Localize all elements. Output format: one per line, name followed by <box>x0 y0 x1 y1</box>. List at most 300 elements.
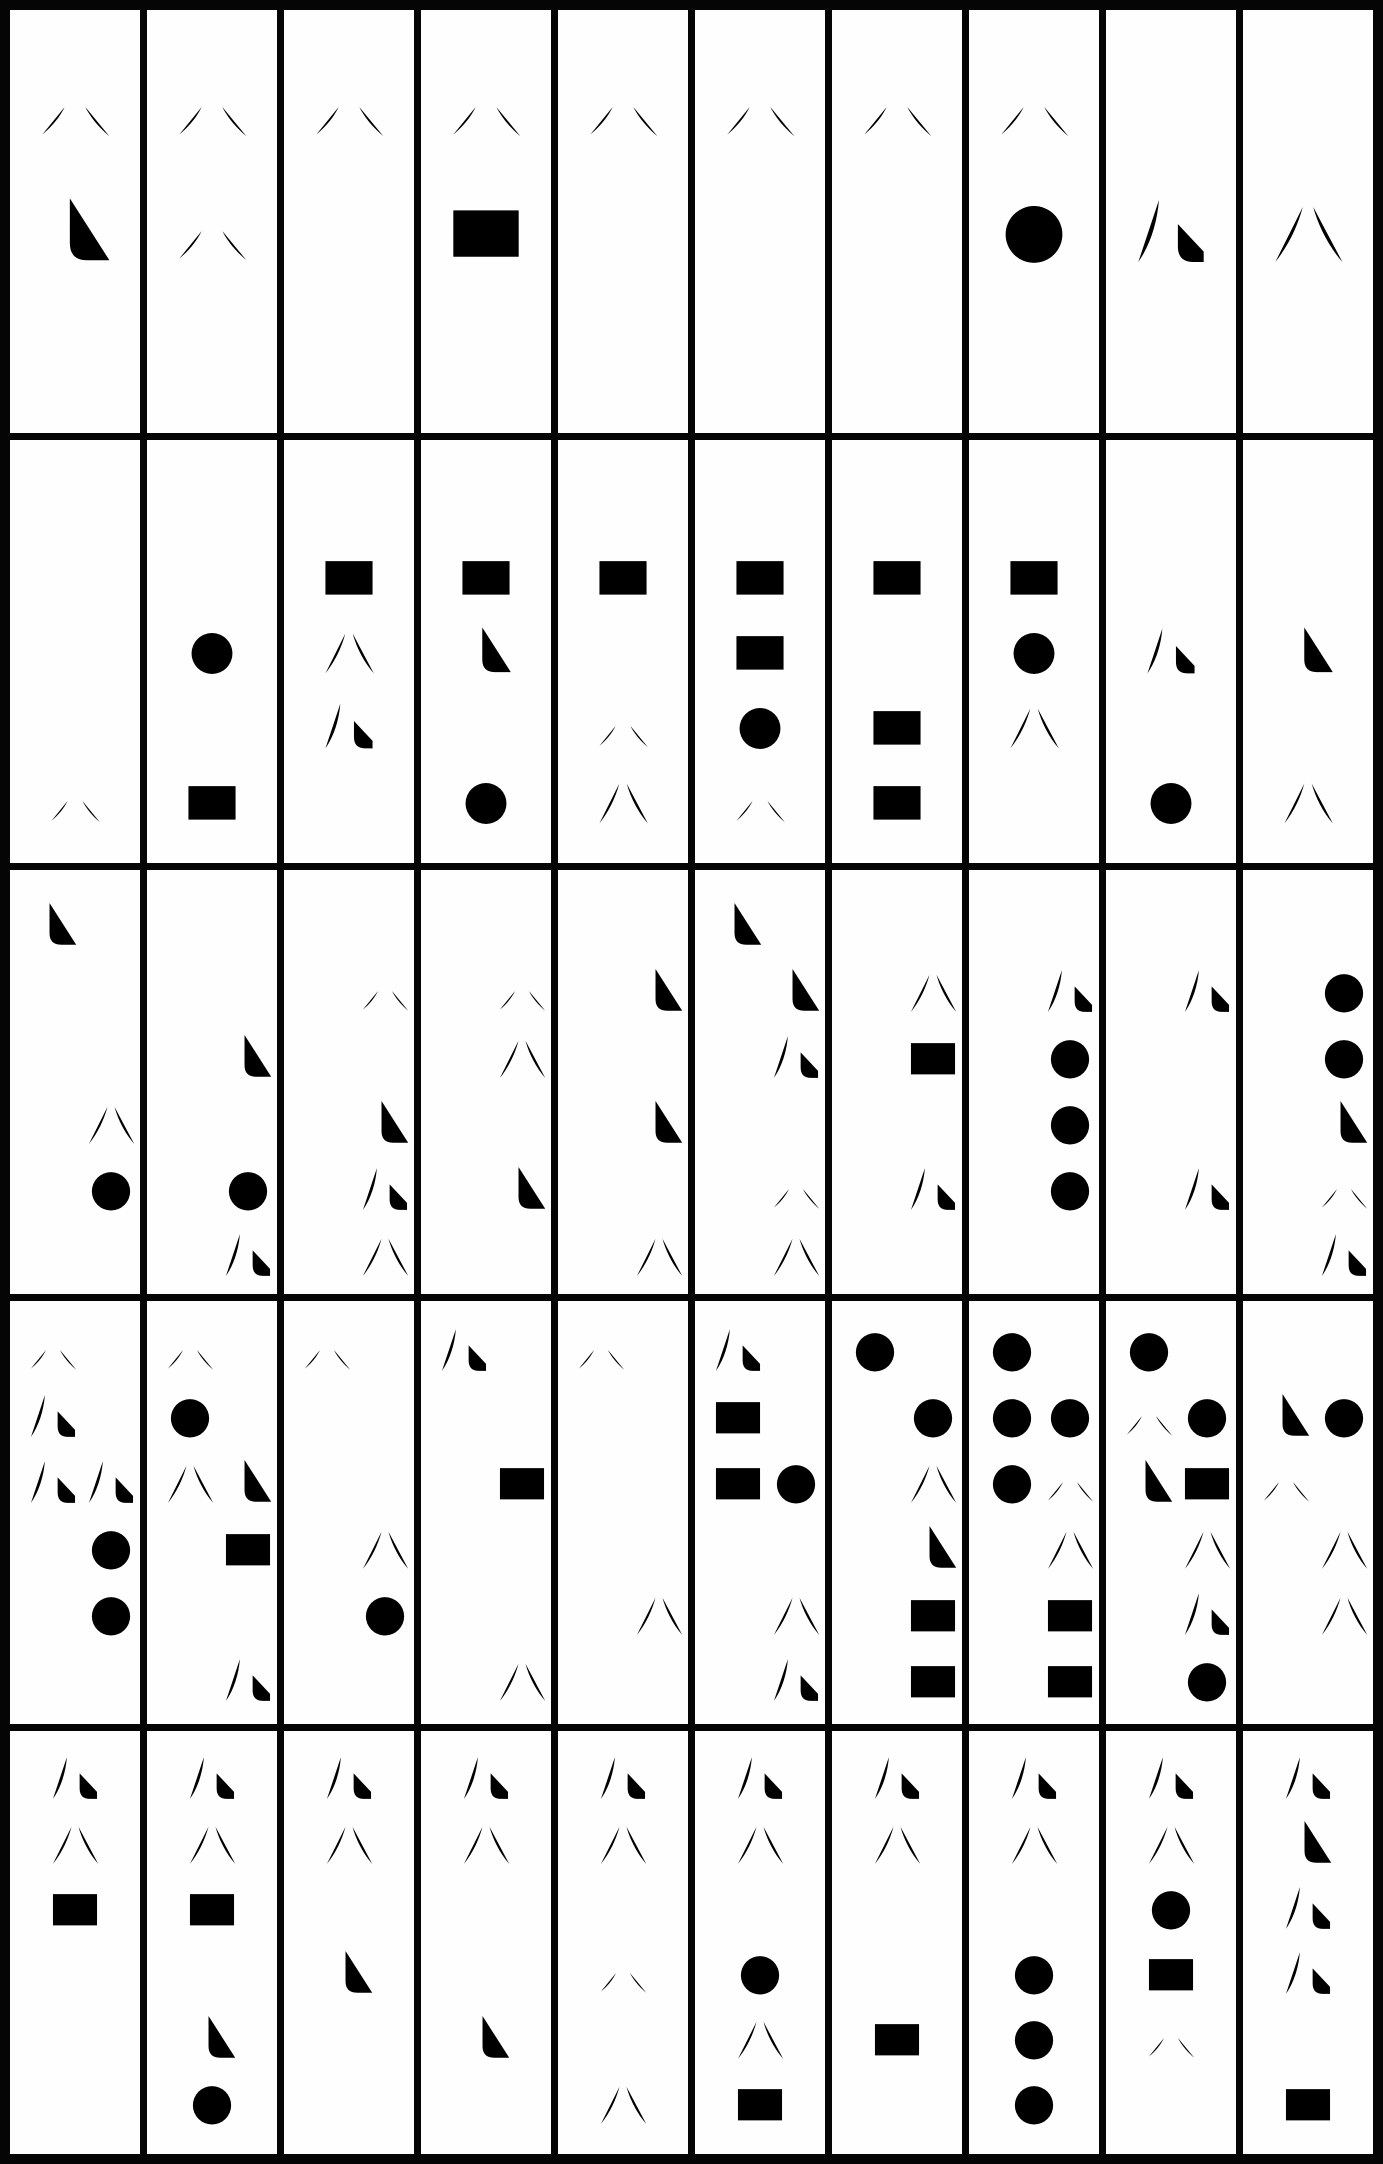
cell-main-number <box>729 440 791 832</box>
cjk-numeral-g8-icon <box>1178 1519 1236 1577</box>
table-cell <box>10 440 140 863</box>
cjk-numeral-g8-icon <box>1315 1585 1373 1643</box>
table-cell <box>695 1731 825 2154</box>
cjk-numeral-g5-icon <box>457 2074 515 2132</box>
cjk-numeral-g8-icon <box>183 1814 241 1872</box>
cjk-numeral-g9-icon <box>904 1160 962 1218</box>
cell-main-number <box>1003 440 1065 832</box>
cjk-numeral-g6-icon <box>443 64 529 150</box>
header-cell <box>1106 10 1236 433</box>
cell-main-number <box>868 1731 926 2132</box>
cjk-numeral-g6-icon <box>356 962 414 1020</box>
cell-main-number <box>219 870 277 1284</box>
cell-side-number <box>1257 870 1315 954</box>
cell-main-number <box>1279 1731 1337 2132</box>
cjk-numeral-g8-icon <box>318 620 380 682</box>
cell-main-number <box>1277 440 1339 832</box>
cjk-numeral-g8-icon <box>356 1519 414 1577</box>
cjk-numeral-g1-icon <box>44 695 106 757</box>
cell-main-number <box>594 1731 652 2132</box>
cell-main-number <box>1315 1301 1373 1709</box>
cjk-numeral-g6-icon <box>1315 1160 1373 1218</box>
cjk-numeral-g1-icon <box>868 2074 926 2132</box>
cjk-numeral-g0-icon <box>1178 1387 1236 1445</box>
cell-main-number <box>1178 870 1236 1284</box>
cell-side-number <box>24 1301 82 1511</box>
cjk-numeral-g3-icon <box>1257 1321 1315 1379</box>
cjk-numeral-g6-icon <box>1142 2009 1200 2067</box>
table-cell <box>10 1301 140 1724</box>
cjk-numeral-g6-icon <box>854 64 940 150</box>
cjk-numeral-g3-icon <box>630 1028 688 1086</box>
cjk-numeral-g7-icon <box>904 1519 962 1577</box>
cjk-numeral-g9-icon <box>709 1321 767 1379</box>
cell-main-number <box>46 1731 104 1937</box>
cjk-numeral-g0-icon <box>767 1453 825 1511</box>
cjk-numeral-g2-icon <box>219 1321 277 1379</box>
cjk-numeral-g7-icon <box>455 620 517 682</box>
cell-side-number <box>1120 870 1178 954</box>
table-cell <box>558 440 688 863</box>
cjk-numeral-g7-icon <box>457 2009 515 2067</box>
cjk-numeral-g1-icon <box>161 896 219 954</box>
table-cell <box>147 870 277 1293</box>
table-cell <box>1106 1301 1236 1724</box>
cell-side-number <box>1257 1301 1315 1511</box>
cell-main-number <box>320 1731 378 2132</box>
table-cell <box>147 1301 277 1724</box>
table-cell <box>695 440 825 863</box>
cjk-numeral-g9-icon <box>1005 1749 1063 1807</box>
cjk-numeral-g5-icon <box>868 1944 926 2002</box>
cell-main-number <box>356 870 414 1284</box>
table-cell <box>832 440 962 863</box>
cjk-numeral-g6-icon <box>169 188 255 274</box>
cell-main-number <box>580 10 666 274</box>
cjk-numeral-g0-icon <box>731 1944 789 2002</box>
cjk-numeral-g3-icon <box>983 896 1041 954</box>
cjk-numeral-g0-icon <box>1178 1651 1236 1709</box>
cjk-numeral-g4-icon <box>731 2074 789 2132</box>
cjk-numeral-g9-icon <box>219 1226 277 1284</box>
cjk-numeral-g5-icon <box>306 188 392 274</box>
cjk-numeral-g0-icon <box>983 1321 1041 1379</box>
cjk-numeral-g5-icon <box>82 1226 140 1284</box>
table-cell <box>1243 1731 1373 2154</box>
cjk-numeral-g5-icon <box>767 1519 825 1577</box>
cjk-numeral-g5-icon <box>356 1453 414 1511</box>
cjk-numeral-g5-icon <box>1128 64 1214 150</box>
cell-main-number <box>356 1301 414 1709</box>
cjk-numeral-g3-icon <box>630 1519 688 1577</box>
cjk-numeral-g0-icon <box>1142 1879 1200 1937</box>
cjk-numeral-g9-icon <box>1178 962 1236 1020</box>
table-cell <box>1243 1301 1373 1724</box>
cjk-numeral-g0-icon <box>181 620 243 682</box>
table-cell <box>969 1731 1099 2154</box>
cjk-numeral-g1-icon <box>767 1387 825 1445</box>
cjk-numeral-g7-icon <box>219 1028 277 1086</box>
cell-side-number <box>983 870 1041 954</box>
cjk-numeral-g1-icon <box>1041 1226 1099 1284</box>
cjk-numeral-g7-icon <box>1279 1814 1337 1872</box>
cjk-numeral-g9-icon <box>1142 1749 1200 1807</box>
cjk-numeral-g2-icon <box>717 188 803 274</box>
cell-main-number <box>32 10 118 274</box>
cjk-numeral-g3-icon <box>580 188 666 274</box>
cjk-numeral-g1-icon <box>356 1651 414 1709</box>
cjk-numeral-g6-icon <box>1120 1387 1178 1445</box>
cjk-numeral-g8-icon <box>630 1226 688 1284</box>
cjk-numeral-g4-icon <box>709 1453 767 1511</box>
cjk-numeral-g8-icon <box>904 1453 962 1511</box>
cjk-numeral-g5-icon <box>1265 64 1351 150</box>
cjk-numeral-g4-icon <box>729 620 791 682</box>
cjk-numeral-g9-icon <box>24 1453 82 1511</box>
cjk-numeral-g6-icon <box>161 1321 219 1379</box>
cjk-numeral-g2-icon <box>630 1453 688 1511</box>
table-cell <box>421 1301 551 1724</box>
cjk-numeral-g1-icon <box>1178 896 1236 954</box>
cell-main-number <box>1142 1731 1200 2132</box>
cjk-numeral-g2-icon <box>298 1387 356 1445</box>
cjk-numeral-g7-icon <box>320 1944 378 2002</box>
header-cell <box>969 10 1099 433</box>
cjk-numeral-g6-icon <box>298 1321 356 1379</box>
cjk-numeral-g8-icon <box>320 1814 378 1872</box>
cjk-numeral-g8-icon <box>1315 1519 1373 1577</box>
cjk-numeral-g8-icon <box>46 1814 104 1872</box>
cjk-numeral-g0-icon <box>183 2074 241 2132</box>
cjk-numeral-g3-icon <box>904 1226 962 1284</box>
cjk-numeral-g4-icon <box>183 1879 241 1937</box>
cjk-numeral-g7-icon <box>1277 620 1339 682</box>
cjk-numeral-g3-icon <box>1277 545 1339 607</box>
table-cell <box>284 870 414 1293</box>
cjk-numeral-g9-icon <box>767 1028 825 1086</box>
cjk-numeral-g0-icon <box>82 1519 140 1577</box>
cjk-numeral-g5-icon <box>318 470 380 532</box>
cjk-numeral-g4-icon <box>868 2009 926 2067</box>
table-cell <box>832 1301 962 1724</box>
cjk-numeral-g8-icon <box>731 2009 789 2067</box>
cjk-numeral-g1-icon <box>493 1387 551 1445</box>
cell-side-number <box>846 870 904 954</box>
table-cell <box>10 870 140 1293</box>
cjk-numeral-g8-icon <box>594 2074 652 2132</box>
cell-main-number <box>219 1301 277 1709</box>
cjk-numeral-g0-icon <box>1005 2074 1063 2132</box>
cjk-numeral-g8-icon <box>630 1585 688 1643</box>
cjk-numeral-g7-icon <box>219 1453 277 1511</box>
cjk-numeral-g1-icon <box>320 2074 378 2132</box>
cjk-numeral-g1-icon <box>767 896 825 954</box>
cjk-numeral-g9-icon <box>868 1749 926 1807</box>
header-cell <box>832 10 962 433</box>
cjk-numeral-g5-icon <box>592 470 654 532</box>
cjk-numeral-g2-icon <box>846 1387 904 1445</box>
table-cell <box>421 440 551 863</box>
cell-side-number <box>161 1301 219 1511</box>
cjk-numeral-g7-icon <box>630 962 688 1020</box>
cjk-numeral-g2-icon <box>1315 1453 1373 1511</box>
cjk-numeral-g9-icon <box>1140 620 1202 682</box>
cjk-numeral-g9-icon <box>1041 962 1099 1020</box>
cjk-numeral-g6-icon <box>717 64 803 150</box>
cjk-numeral-g5-icon <box>298 1453 356 1511</box>
header-cell <box>10 10 140 433</box>
cjk-numeral-g7-icon <box>709 896 767 954</box>
header-cell <box>147 10 277 433</box>
cell-main-number <box>1005 1731 1063 2132</box>
cjk-numeral-g8-icon <box>767 1226 825 1284</box>
cjk-numeral-g7-icon <box>183 2009 241 2067</box>
cjk-numeral-g0-icon <box>1003 620 1065 682</box>
cjk-numeral-g9-icon <box>1279 1879 1337 1937</box>
cjk-numeral-g2-icon <box>82 1651 140 1709</box>
cjk-numeral-g0-icon <box>161 1387 219 1445</box>
cjk-numeral-g1-icon <box>630 896 688 954</box>
cell-main-number <box>717 10 803 274</box>
header-cell <box>1243 10 1373 433</box>
cjk-numeral-g0-icon <box>455 770 517 832</box>
cell-main-number <box>767 1301 825 1709</box>
cjk-numeral-g7-icon <box>493 1160 551 1218</box>
cjk-numeral-g8-icon <box>1005 1814 1063 1872</box>
cell-side-number <box>983 1301 1041 1511</box>
cell-main-number <box>630 1301 688 1709</box>
cjk-numeral-g9-icon <box>457 1749 515 1807</box>
cjk-numeral-g1-icon <box>82 1387 140 1445</box>
cjk-numeral-g2-icon <box>1178 1321 1236 1379</box>
cell-main-number <box>767 870 825 1284</box>
cjk-numeral-g6-icon <box>580 64 666 150</box>
cjk-numeral-g1-icon <box>318 770 380 832</box>
cell-main-number <box>1178 1301 1236 1709</box>
cjk-numeral-g1-icon <box>572 1453 630 1511</box>
cjk-numeral-g0-icon <box>983 1387 1041 1445</box>
table-cell <box>147 1731 277 2154</box>
cjk-numeral-g1-icon <box>493 1585 551 1643</box>
cjk-numeral-g3-icon <box>457 1879 515 1937</box>
cjk-numeral-g5-icon <box>1140 470 1202 532</box>
cjk-numeral-g2-icon <box>1315 896 1373 954</box>
cjk-numeral-g5-icon <box>82 962 140 1020</box>
cjk-numeral-g1-icon <box>630 1651 688 1709</box>
cjk-numeral-g1-icon <box>1005 1879 1063 1937</box>
cell-main-number <box>44 440 106 832</box>
cjk-numeral-g8-icon <box>1142 1814 1200 1872</box>
cjk-numeral-g3-icon <box>1140 545 1202 607</box>
cell-main-number <box>493 1301 551 1709</box>
cjk-numeral-g8-icon <box>767 1585 825 1643</box>
cell-side-number <box>846 1301 904 1511</box>
cjk-numeral-g2-icon <box>904 1321 962 1379</box>
cjk-numeral-g5-icon <box>44 470 106 532</box>
cell-main-number <box>82 1301 140 1709</box>
cjk-numeral-g2-icon <box>594 2009 652 2067</box>
cell-side-number <box>1120 1301 1178 1511</box>
cell-side-number <box>298 870 356 954</box>
cjk-numeral-g8-icon <box>868 1814 926 1872</box>
cjk-numeral-g0-icon <box>904 1387 962 1445</box>
cjk-numeral-g5-icon <box>455 695 517 757</box>
cjk-numeral-g5-icon <box>181 470 243 532</box>
cjk-numeral-g2-icon <box>1315 1321 1373 1379</box>
cjk-numeral-g4-icon <box>1142 1944 1200 2002</box>
cjk-numeral-g8-icon <box>457 1814 515 1872</box>
cjk-numeral-g9-icon <box>1279 1944 1337 2002</box>
cjk-numeral-g5-icon <box>44 545 106 607</box>
table-cell <box>284 440 414 863</box>
cjk-numeral-g8-icon <box>1265 188 1351 274</box>
cjk-numeral-g4-icon <box>46 1879 104 1937</box>
cjk-numeral-g0-icon <box>729 695 791 757</box>
cjk-numeral-g4-icon <box>443 188 529 274</box>
cjk-numeral-g6-icon <box>572 1321 630 1379</box>
cell-main-number <box>181 440 243 832</box>
cjk-numeral-g9-icon <box>318 695 380 757</box>
cjk-numeral-g8-icon <box>161 1453 219 1511</box>
cjk-numeral-g0-icon <box>1041 1028 1099 1086</box>
cell-main-number <box>854 10 940 274</box>
cjk-numeral-g3-icon <box>1120 896 1178 954</box>
cjk-numeral-g2-icon <box>731 1879 789 1937</box>
table-cell <box>284 1301 414 1724</box>
cjk-numeral-g2-icon <box>356 1321 414 1379</box>
table-cell <box>969 870 1099 1293</box>
cjk-numeral-g9-icon <box>219 1651 277 1709</box>
table-cell <box>1106 870 1236 1293</box>
cjk-numeral-g4-icon <box>1041 1651 1099 1709</box>
cjk-numeral-g3-icon <box>219 1094 277 1152</box>
cell-main-number <box>592 440 654 832</box>
cjk-numeral-g8-icon <box>493 1028 551 1086</box>
cjk-numeral-g5-icon <box>1178 1028 1236 1086</box>
cjk-numeral-g0-icon <box>219 1160 277 1218</box>
cjk-numeral-g0-icon <box>1140 770 1202 832</box>
cjk-numeral-g3-icon <box>1178 1094 1236 1152</box>
table-cell <box>10 1731 140 2154</box>
table-cell <box>1243 870 1373 1293</box>
cell-main-number <box>1315 870 1373 1284</box>
table-cell <box>1106 440 1236 863</box>
cjk-numeral-g6-icon <box>594 1944 652 2002</box>
cjk-numeral-g3-icon <box>1178 1226 1236 1284</box>
cjk-numeral-g6-icon <box>493 962 551 1020</box>
cjk-numeral-g2-icon <box>1003 770 1065 832</box>
table-cell <box>832 870 962 1293</box>
cjk-numeral-g4-icon <box>1279 2074 1337 2132</box>
cjk-numeral-g2-icon <box>1041 1321 1099 1379</box>
table-cell <box>1106 1731 1236 2154</box>
cell-main-number <box>904 870 962 1284</box>
cjk-numeral-g1-icon <box>630 1387 688 1445</box>
cjk-numeral-g9-icon <box>24 1387 82 1445</box>
cjk-numeral-g0-icon <box>1315 1028 1373 1086</box>
header-cell <box>284 10 414 433</box>
cjk-numeral-g4-icon <box>592 545 654 607</box>
cell-side-number <box>572 1301 630 1511</box>
cjk-numeral-g4-icon <box>181 770 243 832</box>
cjk-numeral-g0-icon <box>1315 1387 1373 1445</box>
cjk-numeral-g8-icon <box>356 1226 414 1284</box>
cjk-numeral-g4-icon <box>1003 545 1065 607</box>
cjk-numeral-g4-icon <box>729 545 791 607</box>
cjk-numeral-g1-icon <box>1041 896 1099 954</box>
cjk-numeral-g1-icon <box>493 1519 551 1577</box>
table-cell <box>558 1301 688 1724</box>
cjk-numeral-g2-icon <box>493 1094 551 1152</box>
cjk-numeral-g9-icon <box>46 1749 104 1807</box>
cell-main-number <box>183 1731 241 2132</box>
cell-side-number <box>709 870 767 954</box>
cell-main-number <box>991 10 1077 274</box>
cjk-numeral-g4-icon <box>709 1387 767 1445</box>
cell-main-number <box>866 440 928 832</box>
cjk-numeral-g6-icon <box>1257 1453 1315 1511</box>
cell-main-number <box>1041 1301 1099 1709</box>
cjk-numeral-g3-icon <box>572 1387 630 1445</box>
cjk-numeral-g8-icon <box>1041 1519 1099 1577</box>
table-cell <box>147 440 277 863</box>
cjk-numeral-g9-icon <box>1178 1585 1236 1643</box>
cell-side-number <box>161 870 219 954</box>
cjk-numeral-g1-icon <box>1257 896 1315 954</box>
table-cell <box>1243 440 1373 863</box>
cjk-numeral-g0-icon <box>1041 1387 1099 1445</box>
cjk-numeral-g0-icon <box>846 1321 904 1379</box>
cjk-numeral-g9-icon <box>1128 188 1214 274</box>
cjk-numeral-g6-icon <box>169 64 255 150</box>
cjk-numeral-g5-icon <box>181 545 243 607</box>
table-cell <box>558 870 688 1293</box>
cjk-numeral-g9-icon <box>1178 1160 1236 1218</box>
cjk-numeral-g5-icon <box>1277 470 1339 532</box>
cjk-numeral-g5-icon <box>219 962 277 1020</box>
cjk-numeral-g7-icon <box>1315 1094 1373 1152</box>
table-cell <box>832 1731 962 2154</box>
cell-main-number <box>1041 870 1099 1284</box>
table-cell <box>421 870 551 1293</box>
cjk-numeral-g9-icon <box>731 1749 789 1807</box>
cjk-numeral-g0-icon <box>1041 1094 1099 1152</box>
cjk-numeral-g1-icon <box>868 1879 926 1937</box>
cjk-numeral-g5-icon <box>181 695 243 757</box>
table-cell <box>284 1731 414 2154</box>
cjk-numeral-g2-icon <box>183 1944 241 2002</box>
cjk-numeral-g7-icon <box>32 188 118 274</box>
cjk-numeral-g6-icon <box>592 695 654 757</box>
cjk-numeral-g0-icon <box>991 188 1077 274</box>
cjk-numeral-g1-icon <box>457 1944 515 2002</box>
cjk-numeral-g4-icon <box>219 1519 277 1577</box>
cjk-numeral-g5-icon <box>320 1879 378 1937</box>
cjk-numeral-g2-icon <box>356 1028 414 1086</box>
cjk-numeral-g1-icon <box>219 1387 277 1445</box>
cell-main-number <box>904 1301 962 1709</box>
cell-main-number <box>306 10 392 274</box>
cjk-numeral-g4-icon <box>904 1028 962 1086</box>
cjk-numeral-g5-icon <box>455 470 517 532</box>
cjk-numeral-g0-icon <box>1041 1160 1099 1218</box>
cjk-numeral-g9-icon <box>594 1749 652 1807</box>
cjk-numeral-g1-icon <box>356 1387 414 1445</box>
cell-main-number <box>169 10 255 274</box>
cjk-numeral-g6-icon <box>44 770 106 832</box>
cjk-numeral-g9-icon <box>435 1321 493 1379</box>
cell-main-number <box>493 870 551 1284</box>
